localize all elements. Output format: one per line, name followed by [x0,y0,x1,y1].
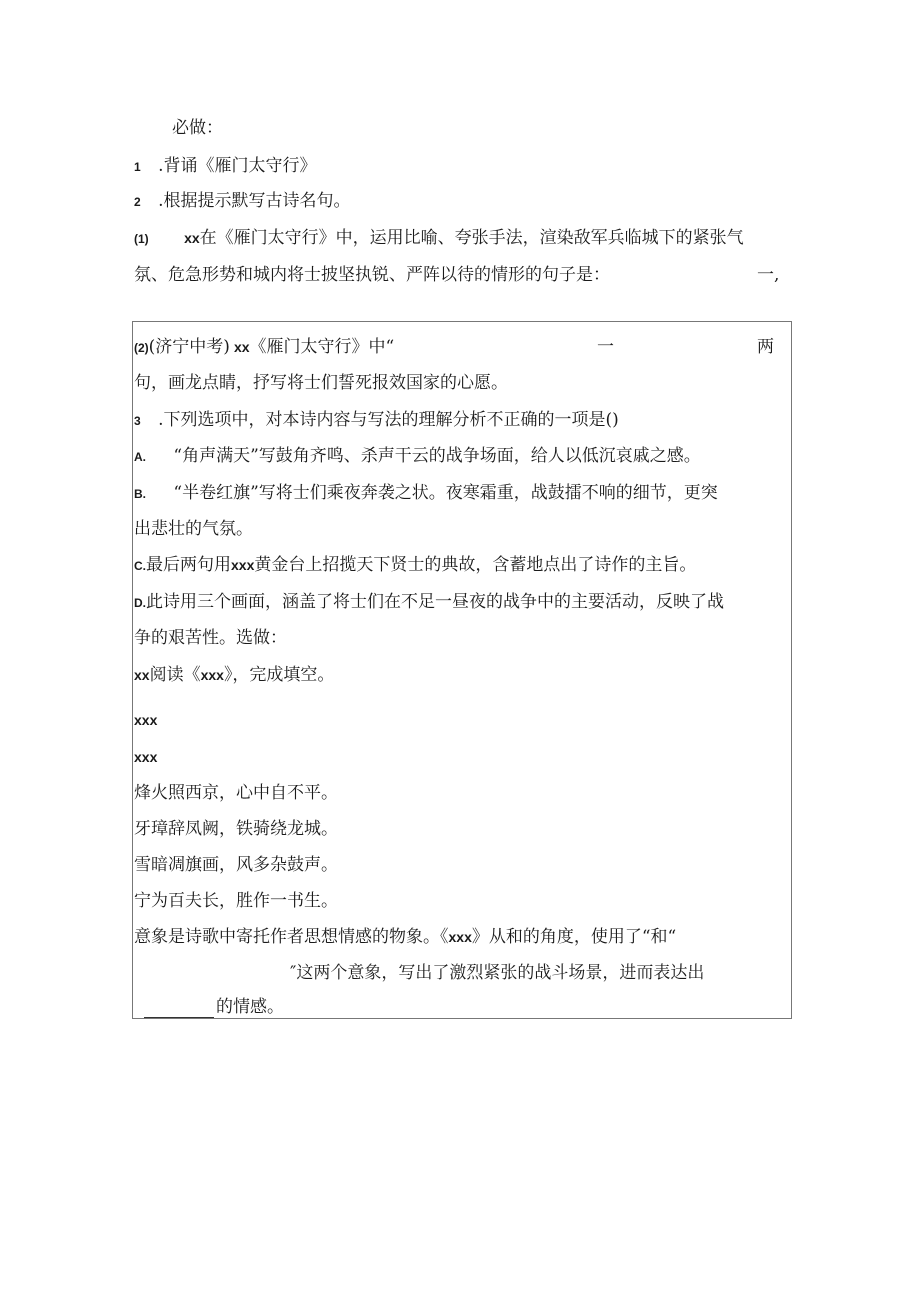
option-a [134,445,701,468]
option-d-line2: 争的艰苦性。选做： [134,628,287,648]
question-text: .下列选项中，对本诗内容与写法的理解分析不正确的一项是() [158,410,619,430]
instruction-text: 阅读《 [149,665,201,685]
poem-line: 雪暗凋旗画，风多杂鼓声。 [134,855,338,875]
option-b-line2: 出悲壮的气氛。 [134,519,253,539]
option-text: 黄金台上招揽天下贤士的典故，含蓄地点出了诗作的主旨。 [254,555,697,575]
question-number: 3 [134,414,141,428]
source-tag: (济宁中考) [148,337,230,357]
option-text: “角声满天”写鼓角齐鸣、杀声干云的战争场面，给人以低沉哀戚之感。 [173,446,701,466]
placeholder-xxx: xxx [200,667,224,683]
answer-blank[interactable] [144,1001,214,1018]
option-letter: B. [134,487,146,501]
placeholder-xx: xx [233,339,250,355]
question-number: 1 [134,160,141,174]
placeholder-xx: xx [184,230,200,246]
poem-line: 牙璋辞凤阙，铁骑绕龙城。 [134,819,338,839]
question-text: 在《雁门太守行》中，运用比喻、夸张手法，渲染敌军兵临城下的紧张气 [199,228,744,248]
question-3 [134,409,619,432]
fill-blank-line1 [134,926,676,948]
question-text: .根据提示默写古诗名句。 [158,191,351,211]
answer-tail: 一, [757,265,780,285]
fill-blank-line2: ″这两个意象，写出了激烈紧张的战斗场景，进而表达出 [290,963,705,983]
question-1 [134,155,317,178]
instruction-text: 》，完成填空。 [223,665,335,685]
option-text-pre: 最后两句用 [146,555,231,575]
sub-question-number: (1) [134,232,149,246]
placeholder-xxx: xxx [231,557,255,573]
sub-question-number: (2) [134,341,149,355]
poem-author: xxx [134,749,158,765]
question-2-1-line2: 氛、危急形势和城内将士披坚执锐、严阵以待的情形的句子是： [134,265,610,285]
required-label: 必做： [172,118,223,138]
question-text: 《雁门太守行》中“ [249,337,395,357]
line-end: 两 [757,337,774,357]
question-text: .背诵《雁门太守行》 [158,156,317,176]
option-text: 此诗用三个画面，涵盖了将士们在不足一昼夜的战争中的主要活动，反映了战 [146,592,724,612]
fill-text: 的情感。 [216,997,284,1017]
option-d [134,591,724,614]
fill-text: 意象是诗歌中寄托作者思想情感的物象。《 [134,927,449,947]
option-letter: A. [134,450,146,464]
option-b [134,482,718,505]
placeholder-xxx: xxx [448,929,472,945]
question-2-1-line1 [134,227,744,250]
poem-line: 烽火照西京，心中自不平。 [134,783,338,803]
blank-dash: 一 [597,337,614,357]
option-text: “半卷红旗”写将士们乘夜奔袭之状。夜寒霜重，战鼓擂不响的细节，更突 [173,483,718,503]
question-2-2-line1 [134,336,394,359]
poem-title: xxx [134,712,158,728]
poem-line: 宁为百夫长，胜作一书生。 [134,891,338,911]
option-letter: C. [134,559,146,573]
fill-blank-line3 [144,996,284,1018]
question-number: 2 [134,195,141,209]
fill-text: 》从和的角度，使用了“和“ [471,927,677,947]
question-2-2-line2: 句，画龙点睛，抒写将士们誓死报效国家的心愿。 [134,373,508,393]
option-letter: D. [134,596,146,610]
option-c [134,554,696,577]
optional-instruction [134,664,334,686]
question-2 [134,190,351,213]
placeholder-xx: xx [134,667,150,683]
